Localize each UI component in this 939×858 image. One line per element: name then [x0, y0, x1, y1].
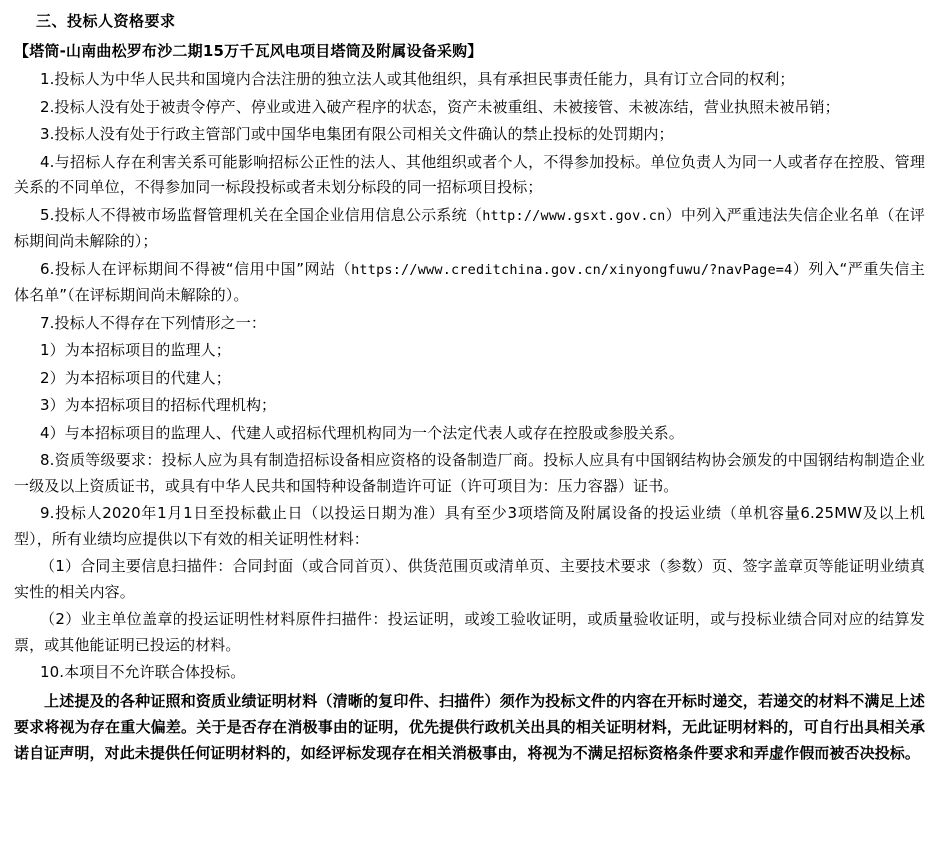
- requirement-item-7-sub-3: 3）为本招标项目的招标代理机构；: [40, 396, 277, 414]
- requirement-item-4: 4.与招标人存在利害关系可能影响招标公正性的法人、其他组织或者个人，不得参加投标。单位负责人为同一人或者存在控股、管理关系的不同单位，不得参加同一标段投标或者未划分标段的同一招标项目投标；: [14, 152, 925, 196]
- requirement-item-7-sub-2: 2）为本招标项目的代建人；: [40, 368, 231, 387]
- requirement-item-7-sub-1: 1）为本招标项目的监理人；: [40, 341, 231, 359]
- requirement-item-10: 10.本项目不允许联合体投标。: [40, 663, 246, 681]
- requirement-item-6: 6.投标人在评标期间不得被“信用中国”网站（https://www.creditchina.gov.cn/xinyongfuwu/?navPage=4）列入“严重失信主体名单”（在评标期间尚未解除的）。: [14, 259, 926, 304]
- requirement-item-9: 9.投标人2020年1月1日至投标截止日（以投运日期为准）具有至少3项塔筒及附属设备的投运业绩（单机容量6.25MW及以上机型），所有业绩均应提供以下有效的相关证明性材料：: [14, 504, 925, 548]
- requirement-item-2: 2.投标人没有处于被责令停产、停业或进入破产程序的状态，资产未被重组、未被接管、未被冻结，营业执照未被吊销；: [40, 97, 840, 116]
- requirement-item-9-sub-1: （1）合同主要信息扫描件：合同封面（或合同首页）、供货范围页或清单页、主要技术要求（参数）页、签字盖章页等能证明业绩真实性的相关内容。: [14, 557, 925, 601]
- requirement-item-3: 3.投标人没有处于行政主管部门或中国华电集团有限公司相关文件确认的禁止投标的处罚期内；: [40, 125, 674, 143]
- requirement-item-5: 5.投标人不得被市场监督管理机关在全国企业信用信息公示系统（http://www.gsxt.gov.cn）中列入严重违法失信企业名单（在评标期间尚未解除的）；: [14, 205, 925, 250]
- requirement-item-7: 7.投标人不得存在下列情形之一：: [40, 313, 266, 332]
- closing-statement: 上述提及的各种证照和资质业绩证明材料（清晰的复印件、扫描件）须作为投标文件的内容在开标时递交，若递交的材料不满足上述要求将视为存在重大偏差。关于是否存在消极事由的证明，优先提供行政机关出具的相关证明材料，无此证明材料的，可自行出具相关承诺自证声明，对此未提供任何证明材料的，如经评标发现存在相关消极事由，将视为不满足招标资格条件要求和弄虚作假而被否决投标。: [14, 691, 925, 762]
- requirement-item-1: 1.投标人为中华人民共和国境内合法注册的独立法人或其他组织，具有承担民事责任能力，具有订立合同的权利；: [40, 70, 795, 88]
- project-title: 【塔筒-山南曲松罗布沙二期15万千瓦风电项目塔筒及附属设备采购】: [14, 42, 483, 60]
- section-title: 三、投标人资格要求: [36, 12, 176, 30]
- requirement-item-7-sub-4: 4）与本招标项目的监理人、代建人或招标代理机构同为一个法定代表人或存在控股或参股关系。: [40, 423, 684, 442]
- requirement-item-9-sub-2: （2）业主单位盖章的投运证明性材料原件扫描件：投运证明，或竣工验收证明，或质量验收证明，或与投标业绩合同对应的结算发票，或其他能证明已投运的材料。: [14, 610, 925, 654]
- requirement-item-8: 8.资质等级要求：投标人应为具有制造招标设备相应资格的设备制造厂商。投标人应具有中国钢结构协会颁发的中国钢结构制造企业一级及以上资质证书，或具有中华人民共和国特种设备制造许可证（许可项目为：压力容器）证书。: [14, 451, 925, 495]
